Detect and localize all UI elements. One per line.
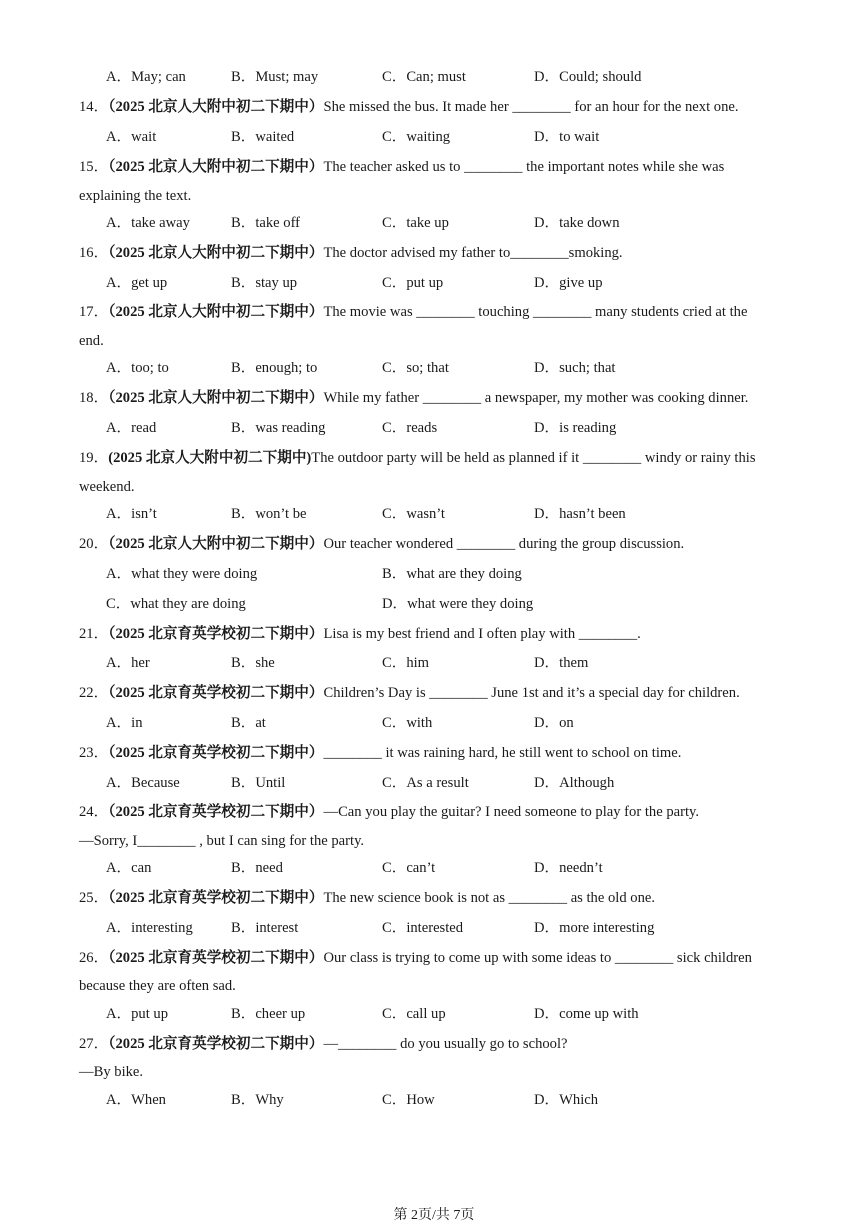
question-stem [79,684,740,702]
option-a: A．her [106,655,150,671]
option-b: B．she [231,655,275,671]
option-c: C．so; that [382,360,449,376]
question-number: 18． [79,390,109,406]
question-source: （2025 北京育英学校初二下期中） [108,626,324,642]
option-d: D．needn’t [534,860,603,876]
question-text-continued: explaining the text. [79,188,192,204]
option-d: D．is reading [534,420,617,436]
question-source: （2025 北京人大附中初二下期中） [108,159,324,175]
option-b: B．was reading [231,420,326,436]
question-number: 14． [79,99,109,115]
option-b: B．what are they doing [382,566,522,582]
question-source: （2025 北京育英学校初二下期中） [108,950,324,966]
question-number: 23． [79,745,109,761]
option-c: C．with [382,715,433,731]
question-text-continued: —By bike. [79,1064,144,1080]
question-number: 26． [79,950,109,966]
question-stem [79,98,739,116]
question-text: The teacher asked us to ________ the important notes while she was [323,159,725,175]
question-text: —________ do you usually go to school? [323,1036,568,1052]
option-d: D．on [534,715,574,731]
question-text: Our teacher wondered ________ during the group discussion. [323,536,685,552]
question-stem [79,303,747,321]
question-text: ________ it was raining hard, he still went to school on time. [323,745,682,761]
option-d: D．Which [534,1092,599,1108]
question-number: 21． [79,626,109,642]
question-stem [79,158,724,176]
question-source: （2025 北京育英学校初二下期中） [108,685,324,701]
option-d: D．give up [534,275,603,291]
option-a: A．read [106,420,157,436]
question-source: （2025 北京育英学校初二下期中） [108,890,324,906]
option-a: A．isn’t [106,506,157,522]
question-text: Lisa is my best friend and I often play with ________. [323,626,641,642]
option-a: A．Because [106,775,180,791]
question-number: 22． [79,685,109,701]
option-d: D．Although [534,775,615,791]
question-text: The doctor advised my father to________smoking. [323,245,623,261]
option-b: B．need [231,860,283,876]
question-number: 24． [79,804,109,820]
question-number: 15． [79,159,109,175]
question-stem [79,803,699,821]
question-text-continued: —Sorry, I________ , but I can sing for the party. [79,833,365,849]
question-stem [79,244,623,262]
option-a: A．put up [106,1006,169,1022]
option-b: B．enough; to [231,360,318,376]
option-a: A．wait [106,129,157,145]
option-a: A．interesting [106,920,193,936]
question-text: The new science book is not as ________ as the old one. [323,890,655,906]
question-source: （2025 北京育英学校初二下期中） [108,804,324,820]
option-c: C．As a result [382,775,469,791]
option-b: B．Must; may [231,69,319,85]
option-c: C．put up [382,275,444,291]
option-c: C．him [382,655,430,671]
option-b: B．at [231,715,266,731]
option-a: A．take away [106,215,190,231]
question-source: （2025 北京人大附中初二下期中） [108,304,324,320]
question-number: 16． [79,245,109,261]
option-d: D．take down [534,215,620,231]
question-text-continued: weekend. [79,479,135,495]
question-text: While my father ________ a newspaper, my mother was cooking dinner. [323,390,749,406]
option-c: C．take up [382,215,449,231]
option-d: D．to wait [534,129,600,145]
question-number: 27． [79,1036,109,1052]
question-text: The outdoor party will be held as planned if it ________ windy or rainy this [311,450,756,466]
option-a: A．too; to [106,360,169,376]
option-d: D．what were they doing [382,596,534,612]
question-stem [79,389,748,407]
option-c: C．How [382,1092,435,1108]
option-a: A．can [106,860,152,876]
question-number: 17． [79,304,109,320]
option-c: C．waiting [382,129,451,145]
question-number: 20． [79,536,109,552]
option-a: A．what they were doing [106,566,258,582]
question-stem [79,889,655,907]
option-c: C．call up [382,1006,446,1022]
question-text: —Can you play the guitar? I need someone to play for the party. [323,804,700,820]
option-d: D．hasn’t been [534,506,626,522]
question-stem [79,625,641,643]
option-b: B．stay up [231,275,298,291]
option-b: B．waited [231,129,295,145]
option-c: C．can’t [382,860,436,876]
option-b: B．Until [231,775,286,791]
option-c: C．reads [382,420,438,436]
question-stem [79,535,684,553]
option-c: C．what they are doing [106,596,246,612]
question-text: She missed the bus. It made her ________ for an hour for the next one. [323,99,739,115]
question-stem [79,1035,568,1053]
question-source: （2025 北京育英学校初二下期中） [108,745,324,761]
question-source: （2025 北京人大附中初二下期中） [108,536,324,552]
question-number: 19． [79,450,109,466]
question-number: 25． [79,890,109,906]
option-b: B．take off [231,215,301,231]
option-d: D．them [534,655,589,671]
page-footer: 第 2页/共 7页 [393,1208,475,1223]
question-source: （2025 北京育英学校初二下期中） [108,1036,324,1052]
question-stem [79,449,756,467]
question-source: （2025 北京人大附中初二下期中） [108,245,324,261]
question-source: （2025 北京人大附中初二下期中） [108,390,324,406]
question-text: Our class is trying to come up with some ideas to ________ sick children [323,950,752,966]
question-text: Children’s Day is ________ June 1st and it’s a special day for children. [323,685,740,701]
option-c: C．Can; must [382,69,466,85]
question-stem [79,744,681,762]
option-a: A．When [106,1092,166,1108]
option-d: D．come up with [534,1006,639,1022]
option-d: D．such; that [534,360,616,376]
question-source: (2025 北京人大附中初二下期中) [108,450,312,466]
question-text: The movie was ________ touching ________ many students cried at the [323,304,748,320]
option-a: A．get up [106,275,168,291]
option-b: B．Why [231,1092,284,1108]
option-b: B．interest [231,920,299,936]
option-b: B．cheer up [231,1006,306,1022]
option-a: A．May; can [106,69,186,85]
option-a: A．in [106,715,143,731]
option-c: C．wasn’t [382,506,445,522]
option-c: C．interested [382,920,464,936]
question-source: （2025 北京人大附中初二下期中） [108,99,324,115]
question-text-continued: end. [79,333,104,349]
question-stem [79,949,752,967]
option-d: D．Could; should [534,69,642,85]
option-b: B．won’t be [231,506,307,522]
option-d: D．more interesting [534,920,655,936]
question-text-continued: because they are often sad. [79,978,236,994]
